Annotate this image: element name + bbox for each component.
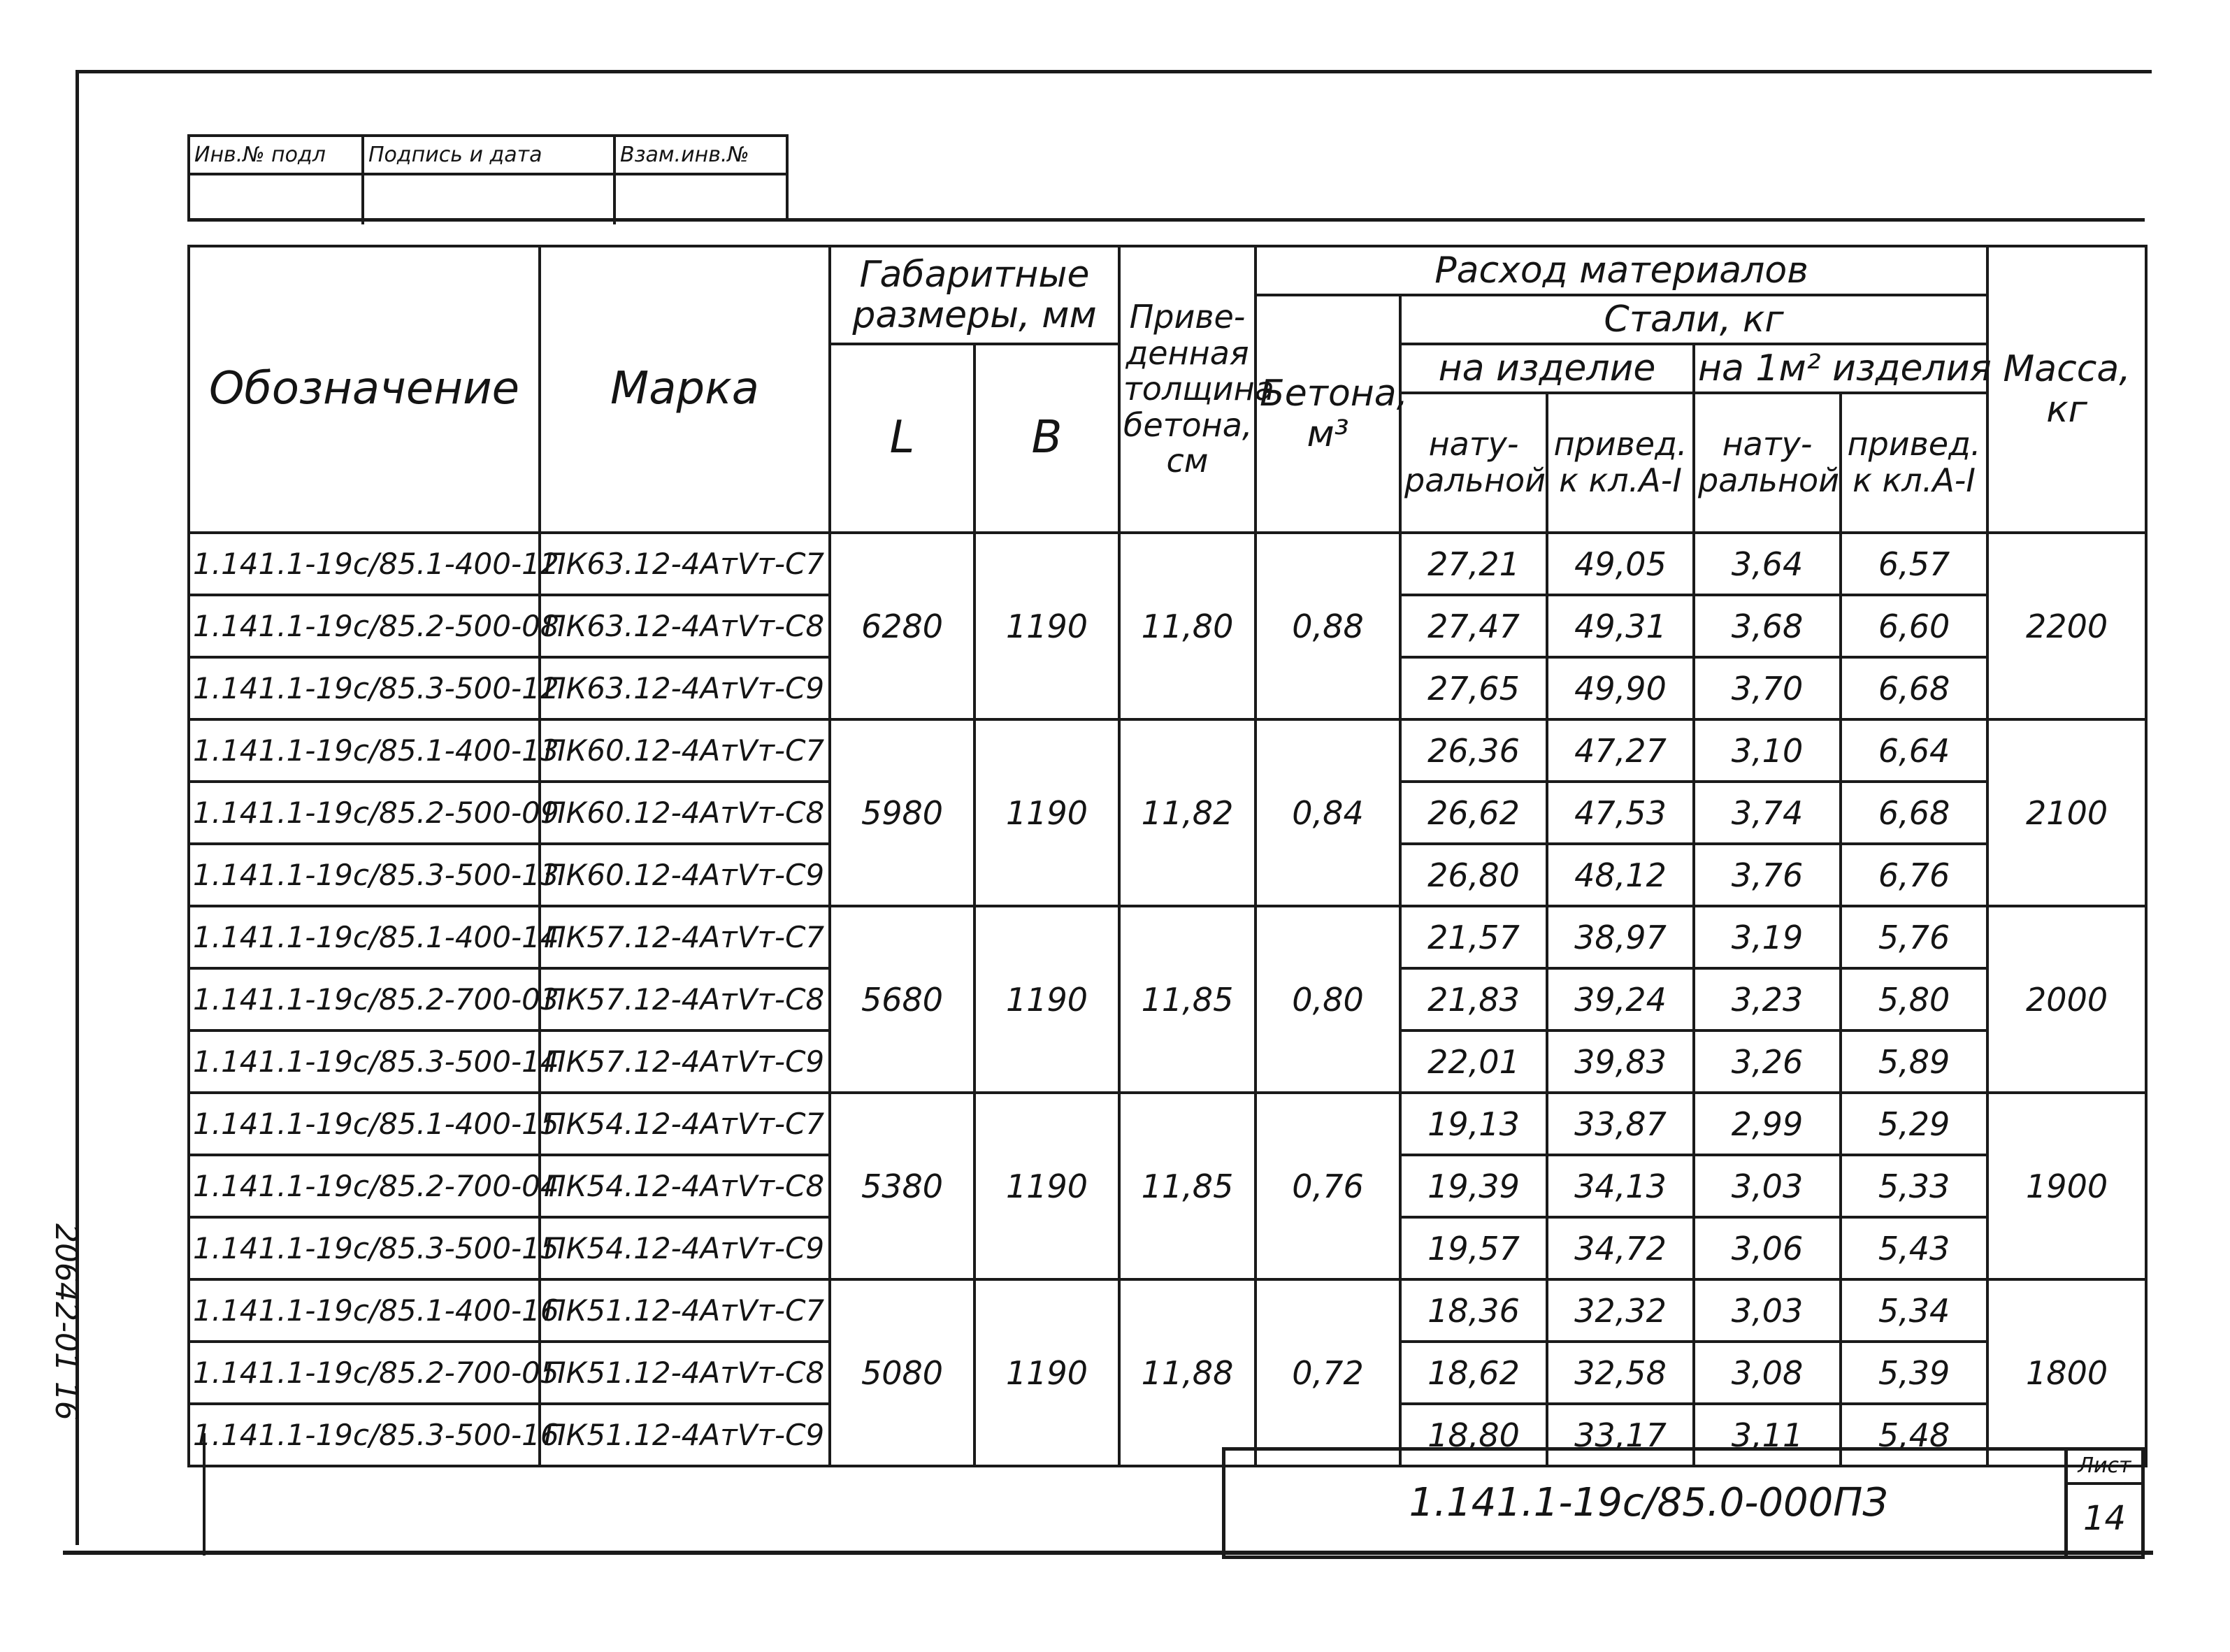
designation-cell: 1.141.1-19с/85.1-400-16 (189, 1279, 540, 1342)
steel-natural-item-cell: 18,80 (1400, 1404, 1547, 1466)
approval-block (187, 134, 789, 222)
mark-cell: ПК57.12-4АтⅤт-С7 (540, 906, 830, 968)
header-per-item: на изделие (1400, 344, 1694, 393)
sheet-label: Лист (2068, 1451, 2141, 1485)
steel-natural-m2-cell: 3,08 (1694, 1342, 1841, 1404)
steel-natural-m2-cell: 3,76 (1694, 844, 1841, 906)
mark-cell: ПК51.12-4АтⅤт-С9 (540, 1404, 830, 1466)
steel-reduced-item-cell: 47,53 (1547, 782, 1694, 844)
header-designation: Обозначение (189, 246, 540, 533)
header-per-m2: на 1м² изделия (1694, 344, 1987, 393)
mass-cell: 1900 (1987, 1093, 2146, 1279)
steel-natural-m2-cell: 3,74 (1694, 782, 1841, 844)
width-cell: 1190 (974, 1279, 1119, 1466)
steel-reduced-m2-cell: 6,60 (1841, 595, 1987, 657)
designation-cell: 1.141.1-19с/85.1-400-15 (189, 1093, 540, 1155)
width-cell: 1190 (974, 906, 1119, 1093)
steel-natural-m2-cell: 3,10 (1694, 719, 1841, 782)
header-concrete: Бетона, м³ (1256, 295, 1400, 533)
steel-reduced-item-cell: 47,27 (1547, 719, 1694, 782)
length-cell: 5680 (830, 906, 974, 1093)
steel-natural-item-cell: 27,21 (1400, 533, 1547, 595)
steel-reduced-item-cell: 32,58 (1547, 1342, 1694, 1404)
designation-cell: 1.141.1-19с/85.2-700-04 (189, 1155, 540, 1217)
designation-cell: 1.141.1-19с/85.3-500-14 (189, 1030, 540, 1093)
designation-cell: 1.141.1-19с/85.3-500-13 (189, 844, 540, 906)
steel-natural-m2-cell: 3,23 (1694, 968, 1841, 1030)
concrete-cell: 0,84 (1256, 719, 1400, 906)
document-code: 1.141.1-19с/85.0-000ПЗ (1409, 1480, 1888, 1525)
designation-cell: 1.141.1-19с/85.2-700-03 (189, 968, 540, 1030)
mark-cell: ПК51.12-4АтⅤт-С8 (540, 1342, 830, 1404)
header-reduced-thickness: Приве-денная толщина бетона, см (1119, 246, 1256, 533)
steel-natural-item-cell: 21,57 (1400, 906, 1547, 968)
thickness-cell: 11,85 (1119, 906, 1256, 1093)
designation-cell: 1.141.1-19с/85.2-700-05 (189, 1342, 540, 1404)
header-natural-m2: нату-ральной (1694, 393, 1841, 533)
table-row (189, 719, 2146, 782)
designation-cell: 1.141.1-19с/85.1-400-14 (189, 906, 540, 968)
designation-cell: 1.141.1-19с/85.2-500-08 (189, 595, 540, 657)
mark-cell: ПК63.12-4АтⅤт-С9 (540, 657, 830, 719)
table-row (189, 906, 2146, 968)
steel-natural-m2-cell: 3,68 (1694, 595, 1841, 657)
steel-natural-item-cell: 18,62 (1400, 1342, 1547, 1404)
steel-natural-m2-cell: 3,26 (1694, 1030, 1841, 1093)
steel-reduced-m2-cell: 5,48 (1841, 1404, 1987, 1466)
steel-natural-item-cell: 22,01 (1400, 1030, 1547, 1093)
sheet-number: 14 (2082, 1499, 2127, 1538)
steel-reduced-item-cell: 49,90 (1547, 657, 1694, 719)
designation-cell: 1.141.1-19с/85.2-500-09 (189, 782, 540, 844)
header-overall-dims: Габаритные размеры, мм (830, 246, 1119, 344)
steel-natural-item-cell: 27,47 (1400, 595, 1547, 657)
steel-natural-item-cell: 19,57 (1400, 1217, 1547, 1279)
header-L: L (830, 344, 974, 533)
steel-natural-m2-cell: 3,64 (1694, 533, 1841, 595)
table-row (189, 533, 2146, 595)
designation-cell: 1.141.1-19с/85.3-500-12 (189, 657, 540, 719)
steel-reduced-item-cell: 39,83 (1547, 1030, 1694, 1093)
designation-cell: 1.141.1-19с/85.1-400-13 (189, 719, 540, 782)
steel-reduced-item-cell: 33,17 (1547, 1404, 1694, 1466)
steel-natural-item-cell: 27,65 (1400, 657, 1547, 719)
width-cell: 1190 (974, 533, 1119, 719)
table-header (189, 246, 2146, 533)
steel-reduced-item-cell: 48,12 (1547, 844, 1694, 906)
mark-cell: ПК54.12-4АтⅤт-С7 (540, 1093, 830, 1155)
steel-natural-m2-cell: 3,03 (1694, 1279, 1841, 1342)
concrete-cell: 0,88 (1256, 533, 1400, 719)
steel-natural-m2-cell: 3,03 (1694, 1155, 1841, 1217)
width-cell: 1190 (974, 1093, 1119, 1279)
header-B: B (974, 344, 1119, 533)
steel-reduced-m2-cell: 5,89 (1841, 1030, 1987, 1093)
steel-reduced-m2-cell: 5,76 (1841, 906, 1987, 968)
steel-reduced-m2-cell: 6,64 (1841, 719, 1987, 782)
thickness-cell: 11,88 (1119, 1279, 1256, 1466)
steel-natural-m2-cell: 2,99 (1694, 1093, 1841, 1155)
length-cell: 5380 (830, 1093, 974, 1279)
steel-natural-m2-cell: 3,06 (1694, 1217, 1841, 1279)
steel-natural-item-cell: 19,13 (1400, 1093, 1547, 1155)
mass-cell: 2200 (1987, 533, 2146, 719)
table-row (189, 1093, 2146, 1155)
mark-cell: ПК63.12-4АтⅤт-С7 (540, 533, 830, 595)
steel-reduced-item-cell: 33,87 (1547, 1093, 1694, 1155)
table-body (189, 533, 2146, 1466)
steel-natural-item-cell: 26,36 (1400, 719, 1547, 782)
steel-natural-item-cell: 26,62 (1400, 782, 1547, 844)
mark-cell: ПК60.12-4АтⅤт-С7 (540, 719, 830, 782)
steel-reduced-m2-cell: 5,33 (1841, 1155, 1987, 1217)
thickness-cell: 11,80 (1119, 533, 1256, 719)
mark-cell: ПК57.12-4АтⅤт-С8 (540, 968, 830, 1030)
mass-cell: 1800 (1987, 1279, 2146, 1466)
inv-no-label: Инв.№ подл (190, 137, 364, 175)
header-reduced-item: привед. к кл.А-I (1547, 393, 1694, 533)
header-mass: Масса, кг (1987, 246, 2146, 533)
steel-natural-m2-cell: 3,70 (1694, 657, 1841, 719)
mark-cell: ПК63.12-4АтⅤт-С8 (540, 595, 830, 657)
frame-top-line (75, 70, 2152, 73)
steel-reduced-m2-cell: 6,57 (1841, 533, 1987, 595)
steel-natural-item-cell: 21,83 (1400, 968, 1547, 1030)
concrete-cell: 0,72 (1256, 1279, 1400, 1466)
designation-cell: 1.141.1-19с/85.3-500-16 (189, 1404, 540, 1466)
mass-cell: 2000 (1987, 906, 2146, 1093)
thickness-cell: 11,82 (1119, 719, 1256, 906)
concrete-cell: 0,76 (1256, 1093, 1400, 1279)
header-natural-item: нату-ральной (1400, 393, 1547, 533)
steel-natural-item-cell: 18,36 (1400, 1279, 1547, 1342)
side-document-number: 20642-01 16 (48, 1223, 84, 1421)
table-row (189, 1279, 2146, 1342)
length-cell: 5980 (830, 719, 974, 906)
steel-reduced-m2-cell: 5,80 (1841, 968, 1987, 1030)
length-cell: 5080 (830, 1279, 974, 1466)
width-cell: 1190 (974, 719, 1119, 906)
document-stamp (1222, 1447, 2145, 1559)
steel-reduced-item-cell: 32,32 (1547, 1279, 1694, 1342)
header-materials: Расход материалов (1256, 246, 1987, 295)
mark-cell: ПК57.12-4АтⅤт-С9 (540, 1030, 830, 1093)
steel-reduced-m2-cell: 5,34 (1841, 1279, 1987, 1342)
steel-reduced-item-cell: 38,97 (1547, 906, 1694, 968)
header-reduced-m2: привед. к кл.А-I (1841, 393, 1987, 533)
concrete-cell: 0,80 (1256, 906, 1400, 1093)
steel-natural-m2-cell: 3,11 (1694, 1404, 1841, 1466)
mark-cell: ПК54.12-4АтⅤт-С8 (540, 1155, 830, 1217)
header-steel: Стали, кг (1400, 295, 1987, 344)
mark-cell: ПК60.12-4АтⅤт-С8 (540, 782, 830, 844)
steel-reduced-m2-cell: 5,43 (1841, 1217, 1987, 1279)
steel-reduced-item-cell: 34,13 (1547, 1155, 1694, 1217)
steel-natural-item-cell: 19,39 (1400, 1155, 1547, 1217)
steel-reduced-m2-cell: 6,76 (1841, 844, 1987, 906)
steel-reduced-item-cell: 39,24 (1547, 968, 1694, 1030)
mark-cell: ПК60.12-4АтⅤт-С9 (540, 844, 830, 906)
specification-table (187, 245, 2148, 1467)
steel-reduced-m2-cell: 5,29 (1841, 1093, 1987, 1155)
steel-reduced-item-cell: 34,72 (1547, 1217, 1694, 1279)
steel-natural-item-cell: 26,80 (1400, 844, 1547, 906)
steel-reduced-m2-cell: 6,68 (1841, 657, 1987, 719)
steel-reduced-item-cell: 49,31 (1547, 595, 1694, 657)
mark-cell: ПК51.12-4АтⅤт-С7 (540, 1279, 830, 1342)
mark-cell: ПК54.12-4АтⅤт-С9 (540, 1217, 830, 1279)
mass-cell: 2100 (1987, 719, 2146, 906)
designation-cell: 1.141.1-19с/85.1-400-12 (189, 533, 540, 595)
header-mark: Марка (540, 246, 830, 533)
steel-reduced-m2-cell: 5,39 (1841, 1342, 1987, 1404)
steel-reduced-item-cell: 49,05 (1547, 533, 1694, 595)
steel-reduced-m2-cell: 6,68 (1841, 782, 1987, 844)
designation-cell: 1.141.1-19с/85.3-500-15 (189, 1217, 540, 1279)
thickness-cell: 11,85 (1119, 1093, 1256, 1279)
signature-date-label: Подпись и дата (364, 137, 616, 175)
steel-natural-m2-cell: 3,19 (1694, 906, 1841, 968)
replace-inv-label: Взам.инв.№ (616, 137, 787, 175)
sheet-box (2064, 1451, 2141, 1556)
length-cell: 6280 (830, 533, 974, 719)
